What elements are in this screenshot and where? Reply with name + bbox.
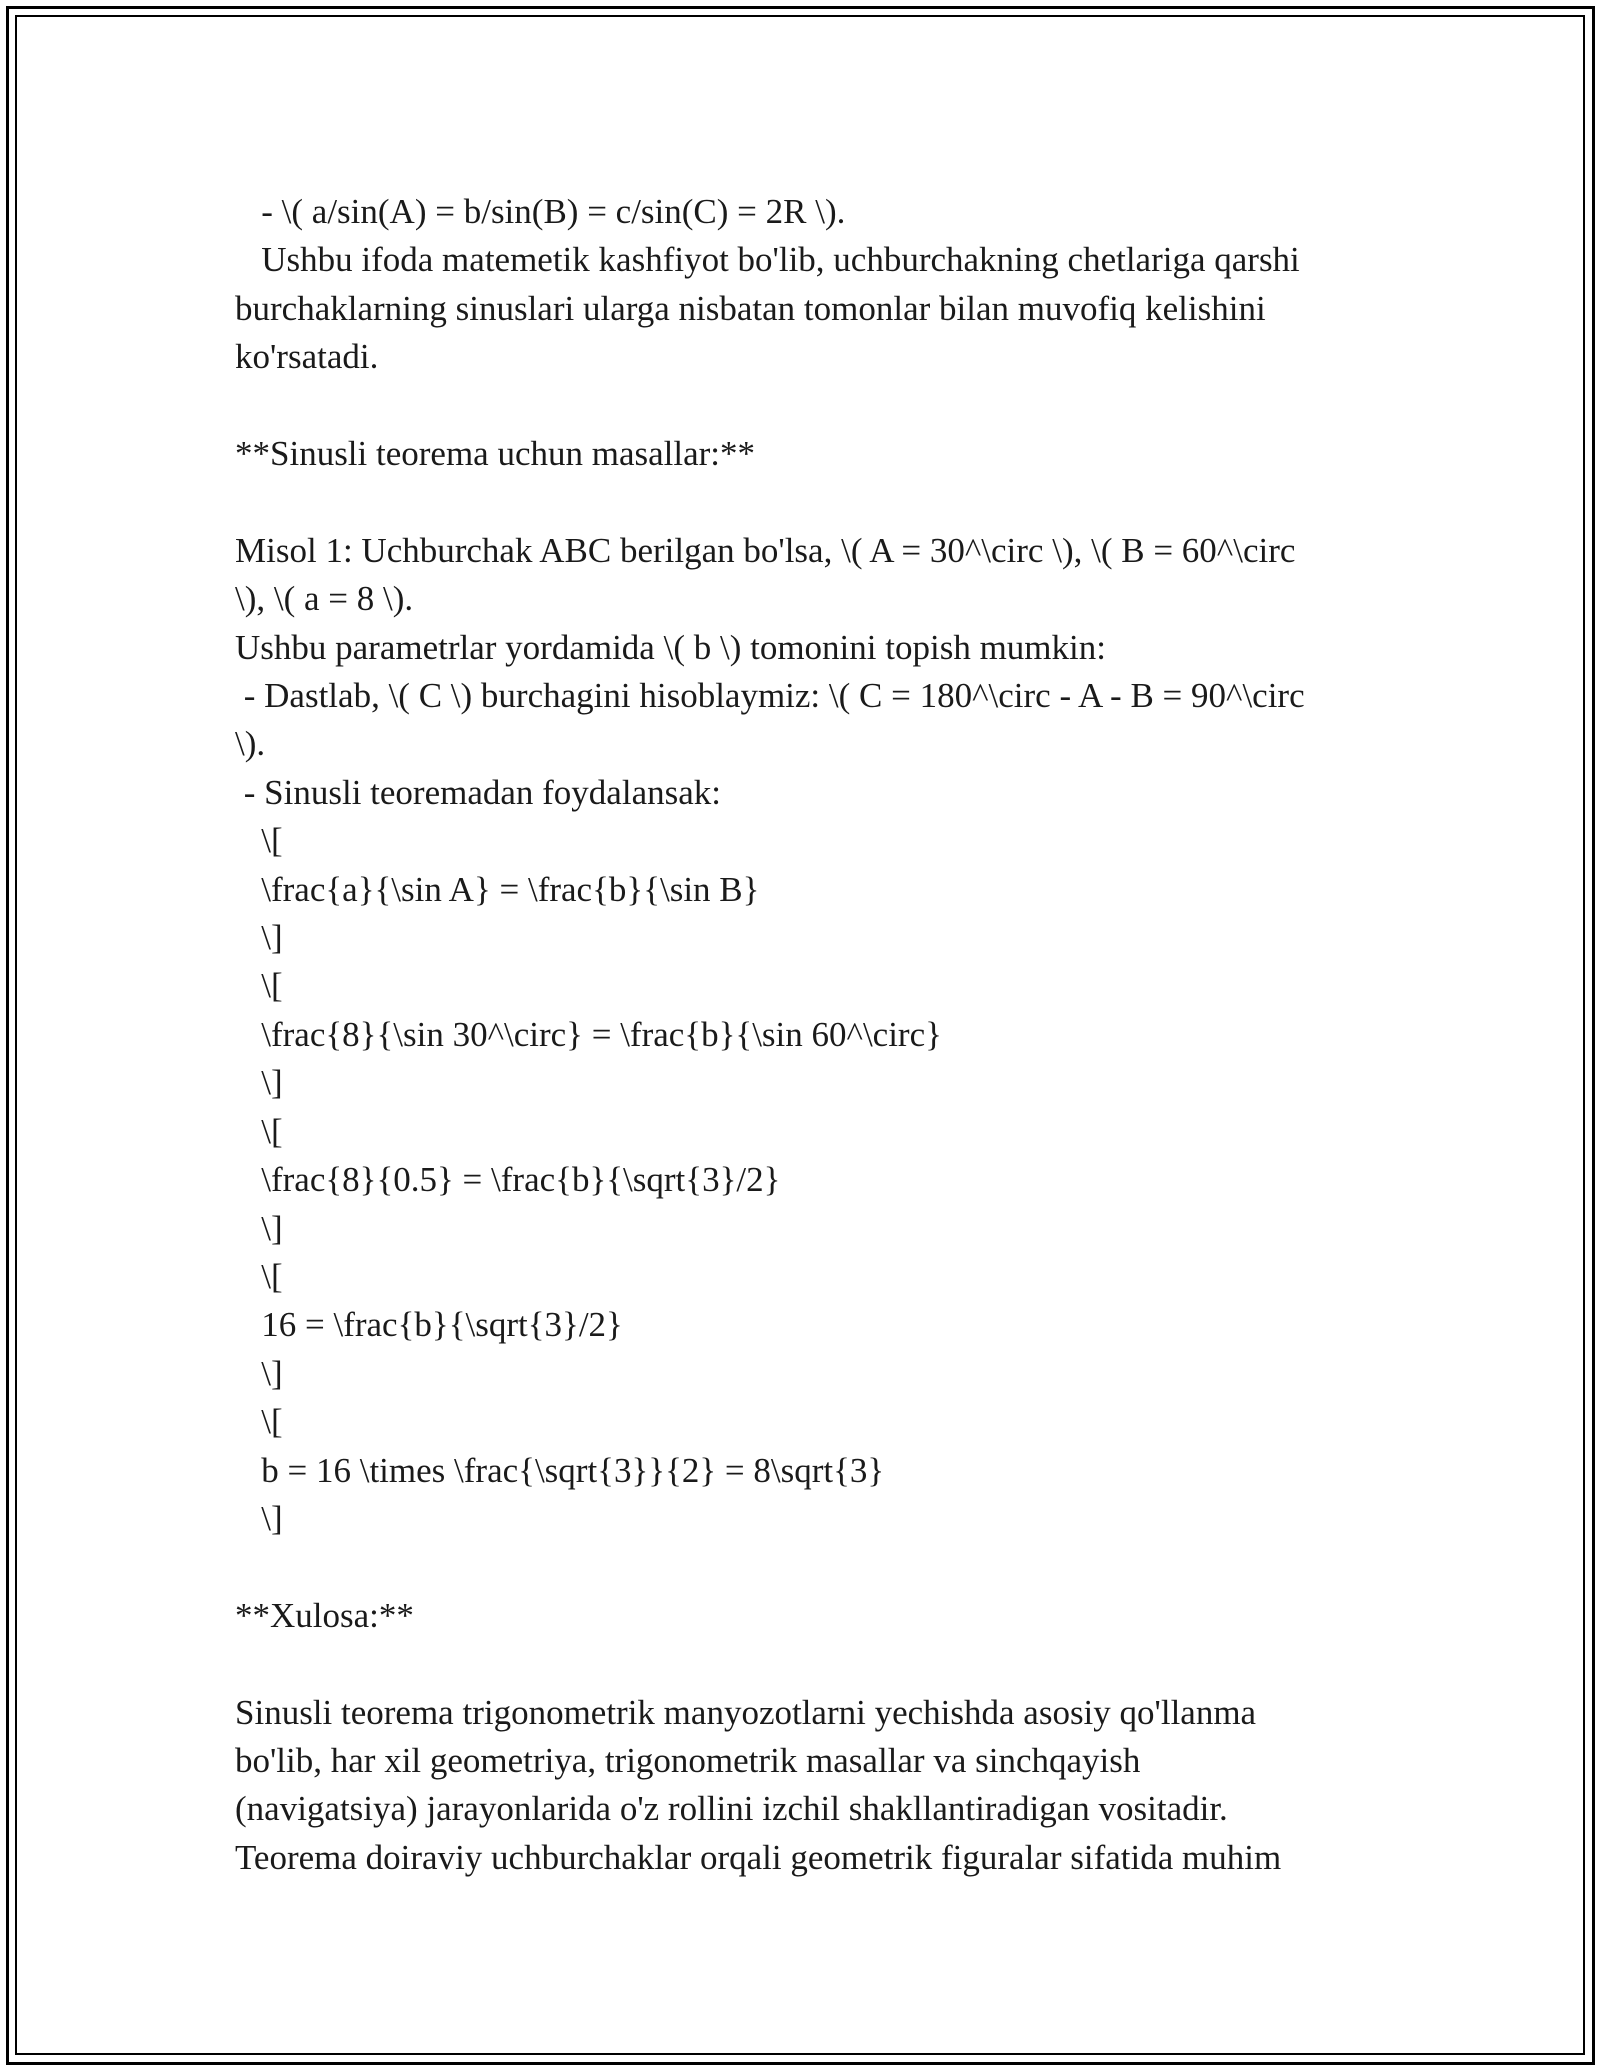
formula-line: \] [235,918,283,958]
formula-line: \frac{8}{0.5} = \frac{b}{\sqrt{3}/2} [235,1160,781,1200]
formula-line: \frac{a}{\sin A} = \frac{b}{\sin B} [235,869,760,909]
text-line: bo'lib, har xil geometriya, trigonometrik masallar va sinchqayish [235,1740,1141,1780]
text-line: \). [235,724,266,764]
formula-line: \] [235,1353,283,1393]
formula-line: 16 = \frac{b}{\sqrt{3}/2} [235,1305,623,1345]
formula-line: \] [235,1208,283,1248]
text-line: Teorema doiraviy uchburchaklar orqali geometrik figuralar sifatida muhim [235,1837,1282,1877]
text-line: Ushbu parametrlar yordamida \( b \) tomonini topish mumkin: [235,627,1106,667]
formula-line: \[ [235,821,283,861]
formula-line: \frac{8}{\sin 30^\circ} = \frac{b}{\sin 60^\circ} [235,1014,942,1054]
text-line: ko'rsatadi. [235,337,379,377]
formula-line: \[ [235,1256,283,1296]
blank-line [235,382,1375,430]
text-line: Misol 1: Uchburchak ABC berilgan bo'lsa, \( A = 30^\circ \), \( B = 60^\circ [235,530,1296,570]
formula-line: \[ [235,966,283,1006]
text-line: - Sinusli teoremadan foydalansak: [235,772,721,812]
formula-line: \] [235,1063,283,1103]
blank-line [235,1543,1375,1591]
section-heading-problems: **Sinusli teorema uchun masallar:** [235,434,756,474]
blank-line [235,1640,1375,1688]
section-heading-conclusion: **Xulosa:** [235,1595,414,1635]
text-line: Ushbu ifoda matemetik kashfiyot bo'lib, uchburchakning chetlariga qarshi [235,240,1300,280]
formula-line: \[ [235,1111,283,1151]
document-body [235,188,1375,1882]
formula-line: b = 16 \times \frac{\sqrt{3}}{2} = 8\sqrt{3} [235,1450,885,1490]
formula-line: \] [235,1498,283,1538]
text-line: \), \( a = 8 \). [235,579,414,619]
text-line: burchaklarning sinuslari ularga nisbatan tomonlar bilan muvofiq kelishini [235,288,1266,328]
text-line: (navigatsiya) jarayonlarida o'z rollini izchil shakllantiradigan vositadir. [235,1789,1228,1829]
text-line: Sinusli teorema trigonometrik manyozotlarni yechishda asosiy qo'llanma [235,1692,1257,1732]
text-line: - Dastlab, \( C \) burchagini hisoblaymiz: \( C = 180^\circ - A - B = 90^\circ [235,676,1305,716]
blank-line [235,478,1375,526]
formula-line: \[ [235,1402,283,1442]
text-line: - \( a/sin(A) = b/sin(B) = c/sin(C) = 2R \). [235,192,846,231]
